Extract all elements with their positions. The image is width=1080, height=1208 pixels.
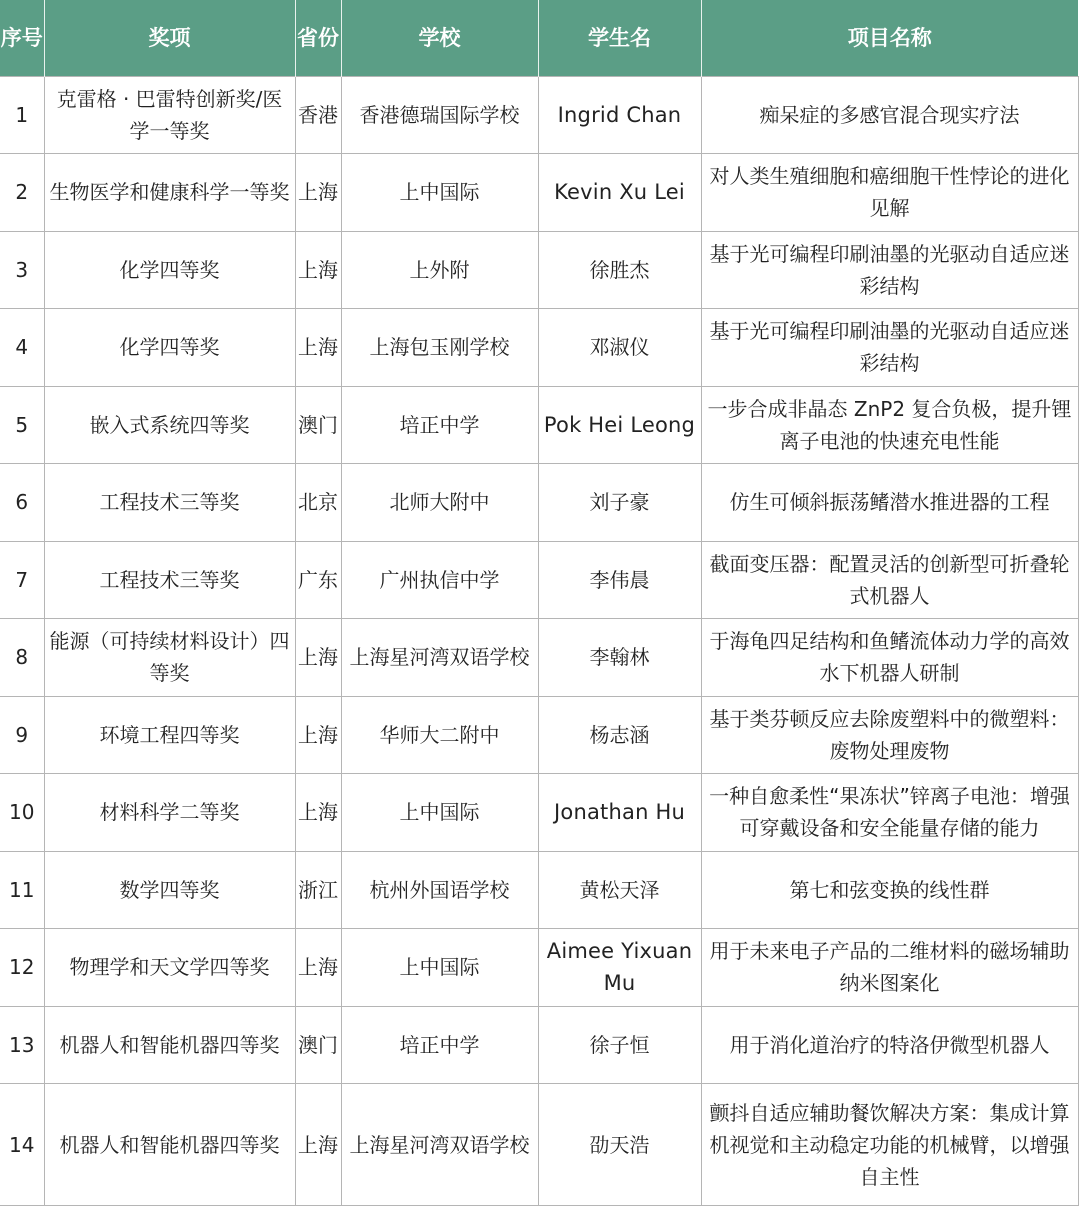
table-row xyxy=(0,464,1078,542)
cell-student: Kevin Xu Lei xyxy=(538,154,701,232)
cell-school: 上外附 xyxy=(341,231,538,309)
cell-school: 培正中学 xyxy=(341,1006,538,1084)
cell-project: 一种自愈柔性“果冻状”锌离子电池：增强可穿戴设备和安全能量存储的能力 xyxy=(701,774,1078,852)
cell-province: 上海 xyxy=(295,774,341,852)
cell-index: 11 xyxy=(0,851,44,929)
cell-province: 广东 xyxy=(295,541,341,619)
cell-index: 1 xyxy=(0,76,44,154)
cell-province: 上海 xyxy=(295,696,341,774)
cell-province: 上海 xyxy=(295,929,341,1007)
cell-project: 基于类芬顿反应去除废塑料中的微塑料：废物处理废物 xyxy=(701,696,1078,774)
table-row xyxy=(0,1084,1078,1206)
cell-province: 上海 xyxy=(295,1084,341,1206)
cell-project: 痴呆症的多感官混合现实疗法 xyxy=(701,76,1078,154)
cell-award: 物理学和天文学四等奖 xyxy=(44,929,295,1007)
table-row xyxy=(0,309,1078,387)
cell-student: 李翰林 xyxy=(538,619,701,697)
cell-award: 机器人和智能机器四等奖 xyxy=(44,1084,295,1206)
header-row xyxy=(0,0,1078,76)
header-project: 项目名称 xyxy=(701,0,1078,76)
header-school: 学校 xyxy=(341,0,538,76)
cell-school: 香港德瑞国际学校 xyxy=(341,76,538,154)
cell-award: 工程技术三等奖 xyxy=(44,464,295,542)
cell-student: Pok Hei Leong xyxy=(538,386,701,464)
cell-school: 上中国际 xyxy=(341,929,538,1007)
header-index: 序号 xyxy=(0,0,44,76)
cell-school: 培正中学 xyxy=(341,386,538,464)
table-row xyxy=(0,76,1078,154)
cell-award: 化学四等奖 xyxy=(44,309,295,387)
cell-index: 12 xyxy=(0,929,44,1007)
cell-province: 澳门 xyxy=(295,386,341,464)
cell-school: 上中国际 xyxy=(341,154,538,232)
cell-project: 基于光可编程印刷油墨的光驱动自适应迷彩结构 xyxy=(701,309,1078,387)
cell-index: 4 xyxy=(0,309,44,387)
cell-province: 澳门 xyxy=(295,1006,341,1084)
cell-student: 邓淑仪 xyxy=(538,309,701,387)
cell-index: 8 xyxy=(0,619,44,697)
cell-project: 仿生可倾斜振荡鳍潜水推进器的工程 xyxy=(701,464,1078,542)
cell-award: 环境工程四等奖 xyxy=(44,696,295,774)
cell-award: 克雷格 · 巴雷特创新奖/医学一等奖 xyxy=(44,76,295,154)
cell-award: 嵌入式系统四等奖 xyxy=(44,386,295,464)
cell-award: 数学四等奖 xyxy=(44,851,295,929)
cell-school: 华师大二附中 xyxy=(341,696,538,774)
cell-project: 用于消化道治疗的特洛伊微型机器人 xyxy=(701,1006,1078,1084)
cell-school: 上中国际 xyxy=(341,774,538,852)
cell-award: 化学四等奖 xyxy=(44,231,295,309)
cell-project: 截面变压器：配置灵活的创新型可折叠轮式机器人 xyxy=(701,541,1078,619)
cell-school: 上海星河湾双语学校 xyxy=(341,1084,538,1206)
cell-province: 上海 xyxy=(295,231,341,309)
cell-student: 黄松天泽 xyxy=(538,851,701,929)
cell-index: 6 xyxy=(0,464,44,542)
cell-student: 徐胜杰 xyxy=(538,231,701,309)
cell-project: 用于未来电子产品的二维材料的磁场辅助纳米图案化 xyxy=(701,929,1078,1007)
cell-index: 13 xyxy=(0,1006,44,1084)
cell-student: 刘子豪 xyxy=(538,464,701,542)
cell-index: 7 xyxy=(0,541,44,619)
table-row xyxy=(0,1006,1078,1084)
cell-province: 上海 xyxy=(295,309,341,387)
table-row xyxy=(0,541,1078,619)
cell-student: 劭天浩 xyxy=(538,1084,701,1206)
table-row xyxy=(0,851,1078,929)
cell-index: 5 xyxy=(0,386,44,464)
cell-school: 上海星河湾双语学校 xyxy=(341,619,538,697)
cell-student: Ingrid Chan xyxy=(538,76,701,154)
cell-student: Jonathan Hu xyxy=(538,774,701,852)
cell-project: 基于光可编程印刷油墨的光驱动自适应迷彩结构 xyxy=(701,231,1078,309)
header-province: 省份 xyxy=(295,0,341,76)
cell-student: 李伟晨 xyxy=(538,541,701,619)
cell-project: 于海龟四足结构和鱼鳍流体动力学的高效水下机器人研制 xyxy=(701,619,1078,697)
cell-project: 颤抖自适应辅助餐饮解决方案：集成计算机视觉和主动稳定功能的机械臂，以增强自主性 xyxy=(701,1084,1078,1206)
cell-province: 浙江 xyxy=(295,851,341,929)
cell-index: 10 xyxy=(0,774,44,852)
cell-province: 北京 xyxy=(295,464,341,542)
cell-index: 9 xyxy=(0,696,44,774)
cell-award: 机器人和智能机器四等奖 xyxy=(44,1006,295,1084)
table-row xyxy=(0,619,1078,697)
cell-province: 上海 xyxy=(295,619,341,697)
cell-award: 工程技术三等奖 xyxy=(44,541,295,619)
cell-province: 香港 xyxy=(295,76,341,154)
cell-student: Aimee Yixuan Mu xyxy=(538,929,701,1007)
cell-project: 对人类生殖细胞和癌细胞干性悖论的进化见解 xyxy=(701,154,1078,232)
cell-student: 杨志涵 xyxy=(538,696,701,774)
header-student: 学生名 xyxy=(538,0,701,76)
cell-index: 3 xyxy=(0,231,44,309)
cell-province: 上海 xyxy=(295,154,341,232)
cell-school: 杭州外国语学校 xyxy=(341,851,538,929)
header-award: 奖项 xyxy=(44,0,295,76)
table-row xyxy=(0,386,1078,464)
table-row xyxy=(0,774,1078,852)
cell-school: 广州执信中学 xyxy=(341,541,538,619)
table-row xyxy=(0,231,1078,309)
cell-school: 北师大附中 xyxy=(341,464,538,542)
cell-award: 生物医学和健康科学一等奖 xyxy=(44,154,295,232)
table-row xyxy=(0,929,1078,1007)
table-row xyxy=(0,696,1078,774)
cell-project: 一步合成非晶态 ZnP2 复合负极，提升锂离子电池的快速充电性能 xyxy=(701,386,1078,464)
cell-award: 能源（可持续材料设计）四等奖 xyxy=(44,619,295,697)
cell-index: 2 xyxy=(0,154,44,232)
cell-index: 14 xyxy=(0,1084,44,1206)
table-row xyxy=(0,154,1078,232)
cell-award: 材料科学二等奖 xyxy=(44,774,295,852)
cell-school: 上海包玉刚学校 xyxy=(341,309,538,387)
cell-project: 第七和弦变换的线性群 xyxy=(701,851,1078,929)
cell-student: 徐子恒 xyxy=(538,1006,701,1084)
